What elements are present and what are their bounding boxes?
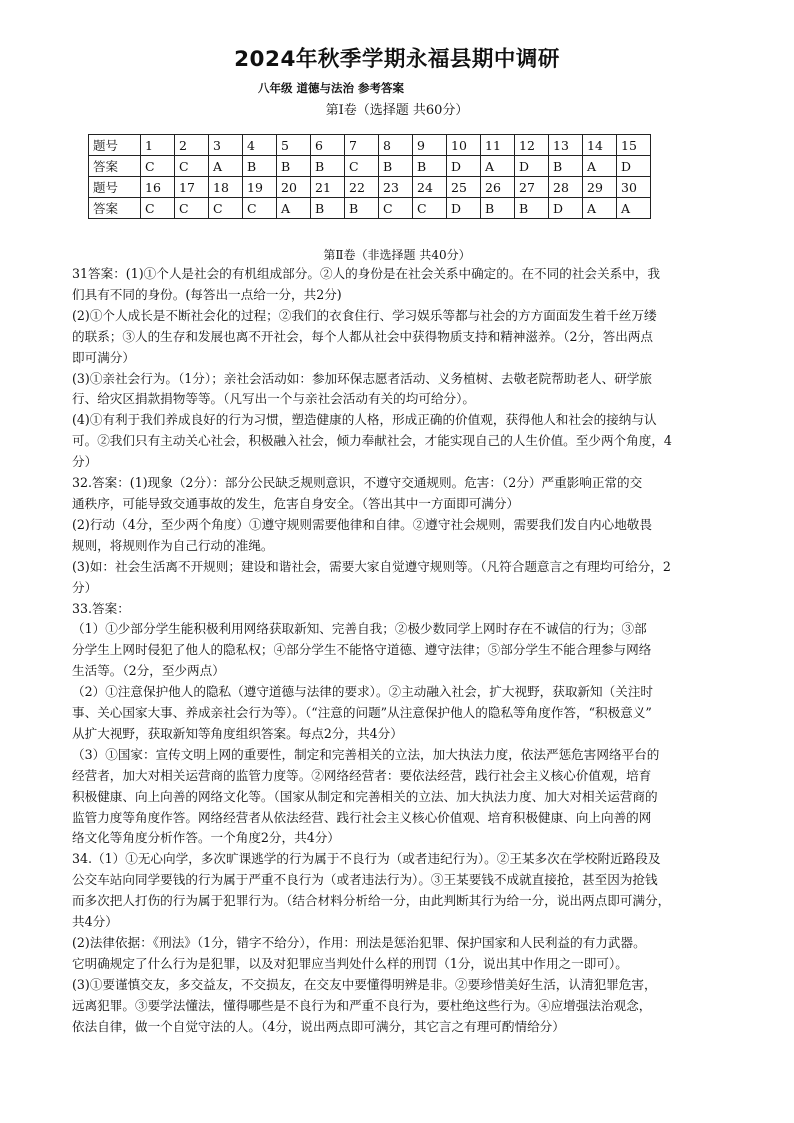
- table-cell: 18: [209, 177, 243, 198]
- text-line: （1）①少部分学生能积极利用网络获取新知、完善自我；②极少数同学上网时存在不诚信的行为；③部: [72, 621, 647, 637]
- table-cell: A: [209, 156, 243, 177]
- table-cell: C: [141, 156, 175, 177]
- text-line: 行、给灾区捐款捐物等等。（凡写出一个与亲社会活动有关的均可给分）。: [72, 391, 475, 407]
- text-line: 们具有不同的身份。(每答出一点给一分，共2分): [72, 286, 342, 302]
- table-row: [89, 156, 651, 177]
- page-subtitle: 八年级 道德与法治 参考答案: [258, 81, 405, 95]
- table-cell: B: [311, 156, 345, 177]
- table-cell: 10: [447, 135, 481, 156]
- table-cell: 1: [141, 135, 175, 156]
- table-cell: A: [583, 156, 617, 177]
- table-cell: 13: [549, 135, 583, 156]
- text-line: 从扩大视野，获取新知等角度组织答案。每点2分，共4分）: [72, 725, 403, 741]
- table-cell: D: [447, 156, 481, 177]
- table-cell: 3: [209, 135, 243, 156]
- text-line: 而多次把人打伤的行为属于犯罪行为。（结合材料分析给一分，由此判断其行为给一分，说出两点即可满分，: [72, 893, 671, 909]
- table-cell: D: [617, 156, 651, 177]
- table-row: [89, 177, 651, 198]
- table-cell: A: [277, 198, 311, 219]
- table-cell: A: [481, 156, 515, 177]
- table-cell: D: [515, 156, 549, 177]
- text-line: 生活等。（2分，至少两点）: [72, 663, 225, 679]
- text-line: (3)①亲社会行为。（1分）；亲社会活动如：参加环保志愿者活动、义务植树、去敬老院帮助老人、研学旅: [72, 370, 652, 386]
- table-cell: B: [379, 156, 413, 177]
- table-cell: B: [345, 198, 379, 219]
- text-line: 分）: [72, 454, 98, 470]
- text-line: 监管力度等角度作答。网络经营者从依法经营、践行社会主义核心价值观、培育积极健康、向上向善的网: [72, 809, 652, 825]
- text-line: (3)如：社会生活离不开规则；建设和谐社会，需要大家自觉遵守规则等。（凡符合题意言之有理均可给分，2: [72, 558, 671, 574]
- text-line: 规则，将规则作为自己行动的准绳。: [72, 537, 274, 553]
- text-line: （2）①注意保护他人的隐私（遵守道德与法律的要求）。②主动融入社会，扩大视野，获取新知（关注时: [72, 684, 654, 700]
- text-line: 分）: [72, 579, 98, 595]
- text-line: (2)①个人成长是不断社会化的过程；②我们的衣食住行、学习娱乐等都与社会的方方面面发生着千丝万缕: [72, 307, 657, 323]
- row-label: 答案: [89, 198, 141, 219]
- table-cell: C: [175, 156, 209, 177]
- table-cell: A: [583, 198, 617, 219]
- table-cell: 29: [583, 177, 617, 198]
- page-title: 2024年秋季学期永福县期中调研: [234, 47, 560, 72]
- table-cell: C: [209, 198, 243, 219]
- text-line: 通秩序，可能导致交通事故的发生，危害自身安全。（答出其中一方面即可满分）: [72, 495, 520, 511]
- table-cell: 8: [379, 135, 413, 156]
- text-line: 34.（1）①无心向学，多次旷课逃学的行为属于不良行为（或者违纪行为）。②王某多次在学校附近路段及: [72, 851, 661, 867]
- text-line: (2)行动（4分，至少两个角度）①遵守规则需要他律和自律。②遵守社会规则，需要我们发自内心地敬畏: [72, 516, 652, 532]
- table-cell: 6: [311, 135, 345, 156]
- table-cell: C: [141, 198, 175, 219]
- table-cell: C: [413, 198, 447, 219]
- table-cell: 25: [447, 177, 481, 198]
- text-line: 经营者，加大对相关运营商的监管力度等。②网络经营者：要依法经营，践行社会主义核心价值观，培育: [72, 767, 652, 783]
- answer-table: [88, 134, 651, 219]
- table-cell: 17: [175, 177, 209, 198]
- row-label: 答案: [89, 156, 141, 177]
- text-line: 分学生上网时侵犯了他人的隐私权；④部分学生不能恪守道德、遵守法律；⑤部分学生不能合理参与网络: [72, 642, 652, 658]
- text-line: 依法自律，做一个自觉守法的人。（4分，说出两点即可满分，其它言之有理可酌情给分）: [72, 1018, 565, 1034]
- table-cell: 7: [345, 135, 379, 156]
- row-label: 题号: [89, 135, 141, 156]
- text-line: 共4分）: [72, 914, 118, 930]
- table-cell: 12: [515, 135, 549, 156]
- text-line: 事、关心国家大事、养成亲社会行为等）。（“注意的问题”从注意保护他人的隐私等角度作答，“积极意义”: [72, 705, 652, 721]
- text-line: 33.答案：: [72, 600, 130, 616]
- text-line: (2)法律依据：《刑法》（1分，错字不给分），作用：刑法是惩治犯罪、保护国家和人民利益的有力武器。: [72, 935, 646, 950]
- table-cell: 19: [243, 177, 277, 198]
- table-cell: B: [515, 198, 549, 219]
- table-cell: 5: [277, 135, 311, 156]
- section-heading-choice: 第Ⅰ卷（选择题 共60分）: [325, 103, 469, 118]
- answer-body: [72, 264, 722, 1038]
- table-cell: B: [481, 198, 515, 219]
- text-line: (3)①要谨慎交友，多交益友，不交损友，在交友中要懂得明辨是非。②要珍惜美好生活，认清犯罪危害，: [72, 976, 657, 992]
- text-line: 32.答案：(1)现象（2分）：部分公民缺乏规则意识，不遵守交通规则。危害：（2分）严重影响正常的交: [72, 475, 643, 491]
- table-cell: B: [413, 156, 447, 177]
- table-cell: 27: [515, 177, 549, 198]
- table-cell: C: [175, 198, 209, 219]
- table-row: [89, 198, 651, 219]
- table-cell: 30: [617, 177, 651, 198]
- table-cell: C: [345, 156, 379, 177]
- table-cell: C: [379, 198, 413, 219]
- table-cell: 21: [311, 177, 345, 198]
- text-line: 即可满分）: [72, 349, 135, 365]
- table-cell: D: [549, 198, 583, 219]
- section-heading-nonchoice: 第Ⅱ卷（非选择题 共40分）: [323, 248, 471, 262]
- table-cell: 2: [175, 135, 209, 156]
- text-line: 可。②我们只有主动关心社会，积极融入社会，倾力奉献社会，才能实现自己的人生价值。至少两个角度，4: [72, 433, 672, 449]
- table-cell: D: [447, 198, 481, 219]
- text-line: (4)①有利于我们养成良好的行为习惯，塑造健康的人格，形成正确的价值观，获得他人和社会的接纳与认: [72, 412, 657, 428]
- table-cell: 11: [481, 135, 515, 156]
- table-cell: 4: [243, 135, 277, 156]
- table-cell: C: [243, 198, 277, 219]
- table-cell: 20: [277, 177, 311, 198]
- table-cell: B: [243, 156, 277, 177]
- text-line: 它明确规定了什么行为是犯罪，以及对犯罪应当判处什么样的刑罚（1分，说出其中作用之一即可）。: [72, 955, 628, 971]
- table-cell: 26: [481, 177, 515, 198]
- text-line: 31答案：(1)①个人是社会的有机组成部分。②人的身份是在社会关系中确定的。在不同的社会关系中，我: [72, 266, 660, 281]
- text-line: 公交车站向同学要钱的行为属于严重不良行为（或者违法行为）。③王某要钱不成就直接抢，甚至因为抢钱: [72, 872, 658, 888]
- table-cell: 28: [549, 177, 583, 198]
- table-cell: 24: [413, 177, 447, 198]
- table-cell: 22: [345, 177, 379, 198]
- text-line: 络文化等角度分析作答。一个角度2分，共4分）: [72, 830, 340, 846]
- table-cell: 15: [617, 135, 651, 156]
- table-cell: B: [311, 198, 345, 219]
- table-row: [89, 135, 651, 156]
- table-cell: 9: [413, 135, 447, 156]
- table-cell: 23: [379, 177, 413, 198]
- text-line: 的联系；③人的生存和发展也离不开社会，每个人都从社会中获得物质支持和精神滋养。（2分，答出两点: [72, 328, 654, 344]
- table-cell: B: [549, 156, 583, 177]
- table-cell: 14: [583, 135, 617, 156]
- row-label: 题号: [89, 177, 141, 198]
- text-line: 积极健康、向上向善的网络文化等。（国家从制定和完善相关的立法、加大执法力度、加大对相关运营商的: [72, 788, 658, 804]
- table-cell: A: [617, 198, 651, 219]
- text-line: （3）①国家：宣传文明上网的重要性，制定和完善相关的立法，加大执法力度，依法严惩危害网络平台的: [72, 746, 660, 762]
- text-line: 远离犯罪。③要学法懂法，懂得哪些是不良行为和严重不良行为，要杜绝这些行为。④应增强法治观念，: [72, 997, 652, 1013]
- table-cell: B: [277, 156, 311, 177]
- table-cell: 16: [141, 177, 175, 198]
